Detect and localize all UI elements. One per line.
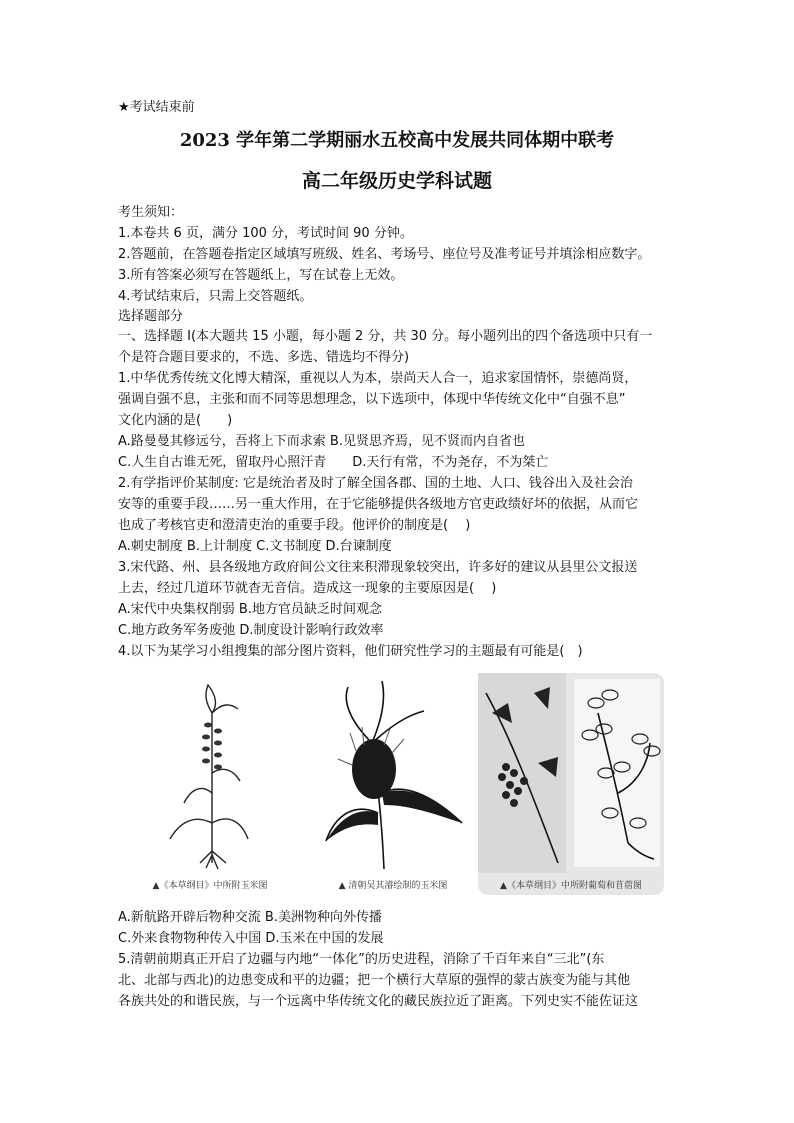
instruction-item: 4.考试结束后，只需上交答题纸。: [118, 289, 313, 304]
section-intro: 个是符合题目要求的，不选、多选、错选均不得分): [118, 350, 410, 365]
question-5-text: 5.清朝前期真正开启了边疆与内地“一体化”的历史进程，消除了千百年来自“三北”(东: [118, 952, 605, 967]
figure-grape-alfalfa: [478, 673, 664, 895]
question-2-option: A.刺史制度 B.上计制度 C.文书制度 D.台谏制度: [118, 539, 392, 554]
question-3-option: C.地方政务军务废弛 D.制度设计影响行政效率: [118, 623, 384, 638]
exam-subtitle: 高二年级历史学科试题: [301, 170, 492, 192]
question-5-text: 各族共处的和谐民族，与一个远离中华传统文化的藏民族拉近了距离。下列史实不能佐证这: [118, 994, 639, 1009]
question-3-option: A.宋代中央集权削弱 B.地方官员缺乏时间观念: [118, 602, 382, 617]
question-1-option: C.人生自古谁无死，留取丹心照汗青 D.天行有常，不为尧存，不为桀亡: [118, 455, 549, 470]
figure-corn-wuqijun: [312, 673, 474, 895]
grape-alfalfa-drawing: [478, 673, 664, 873]
question-1-text: 文化内涵的是( ): [118, 413, 233, 428]
question-2-text: 2.有学指评价某制度: 它是统治者及时了解全国各郡、国的土地、人口、钱谷出入及社会治: [118, 476, 633, 491]
question-3-text: 上去，经过几道环节就杳无音信。造成这一现象的主要原因是( ): [118, 581, 497, 596]
instruction-item: 3.所有答案必须写在答题纸上，写在试卷上无效。: [118, 268, 404, 283]
figure-corn-bencao: [130, 673, 290, 895]
question-2-text: 也成了考核官吏和澄清吏治的重要手段。他评价的制度是( ): [118, 518, 471, 533]
corn-plant-drawing: [130, 673, 290, 873]
instruction-item: 2.答题前，在答题卷指定区域填写班级、姓名、考场号、座位号及准考证号并填涂相应数字。: [118, 247, 651, 262]
question-5-text: 北、北部与西北)的边患变成和平的边疆；把一个横行大草原的强悍的蒙古族变为能与其他: [118, 973, 631, 988]
question-1-text: 强调自强不息，主张和而不同等思想理念，以下选项中，体现中华传统文化中“自强不息”: [118, 392, 626, 407]
question-4-option: A.新航路开辟后物种交流 B.美洲物种向外传播: [118, 910, 382, 925]
question-2-text: 安等的重要手段……另一重大作用，在于它能够提供各级地方官吏政绩好坏的依据，从而它: [118, 497, 639, 512]
question-4-option: C.外来食物物种传入中国 D.玉米在中国的发展: [118, 931, 384, 946]
exam-title: 2023 学年第二学期丽水五校高中发展共同体期中联考: [179, 130, 615, 151]
confidential-note: ★考试结束前: [118, 100, 195, 115]
section-label: 选择题部分: [118, 309, 184, 324]
question-3-text: 3.宋代路、州、县各级地方政府间公文往来积滞现象较突出，许多好的建议从县里公文报送: [118, 560, 638, 575]
question-1-text: 1.中华优秀传统文化博大精深，重视以人为本，崇尚天人合一，追求家国情怀，崇德尚贤，: [118, 371, 638, 386]
question-4-text: 4.以下为某学习小组搜集的部分图片资料，他们研究性学习的主题最有可能是( ): [118, 644, 583, 659]
figure-caption: ▲《本草纲目》中所附玉米图: [152, 881, 268, 891]
question-1-option: A.路曼曼其修远兮，吾将上下而求索 B.见贤思齐焉，见不贤而内自省也: [118, 434, 525, 449]
corn-ear-drawing: [312, 673, 474, 873]
instruction-item: 1.本卷共 6 页，满分 100 分，考试时间 90 分钟。: [118, 226, 413, 241]
figure-caption: ▲ 清朝吴其濬绘制的玉米图: [338, 881, 448, 891]
instructions-heading: 考生须知：: [118, 205, 184, 220]
figure-caption: ▲《本草纲目》中所附葡萄和苜蓿图: [500, 881, 642, 891]
section-intro: 一、选择题 I(本大题共 15 小题，每小题 2 分，共 30 分。每小题列出的四个备选项中只有一: [118, 329, 653, 344]
